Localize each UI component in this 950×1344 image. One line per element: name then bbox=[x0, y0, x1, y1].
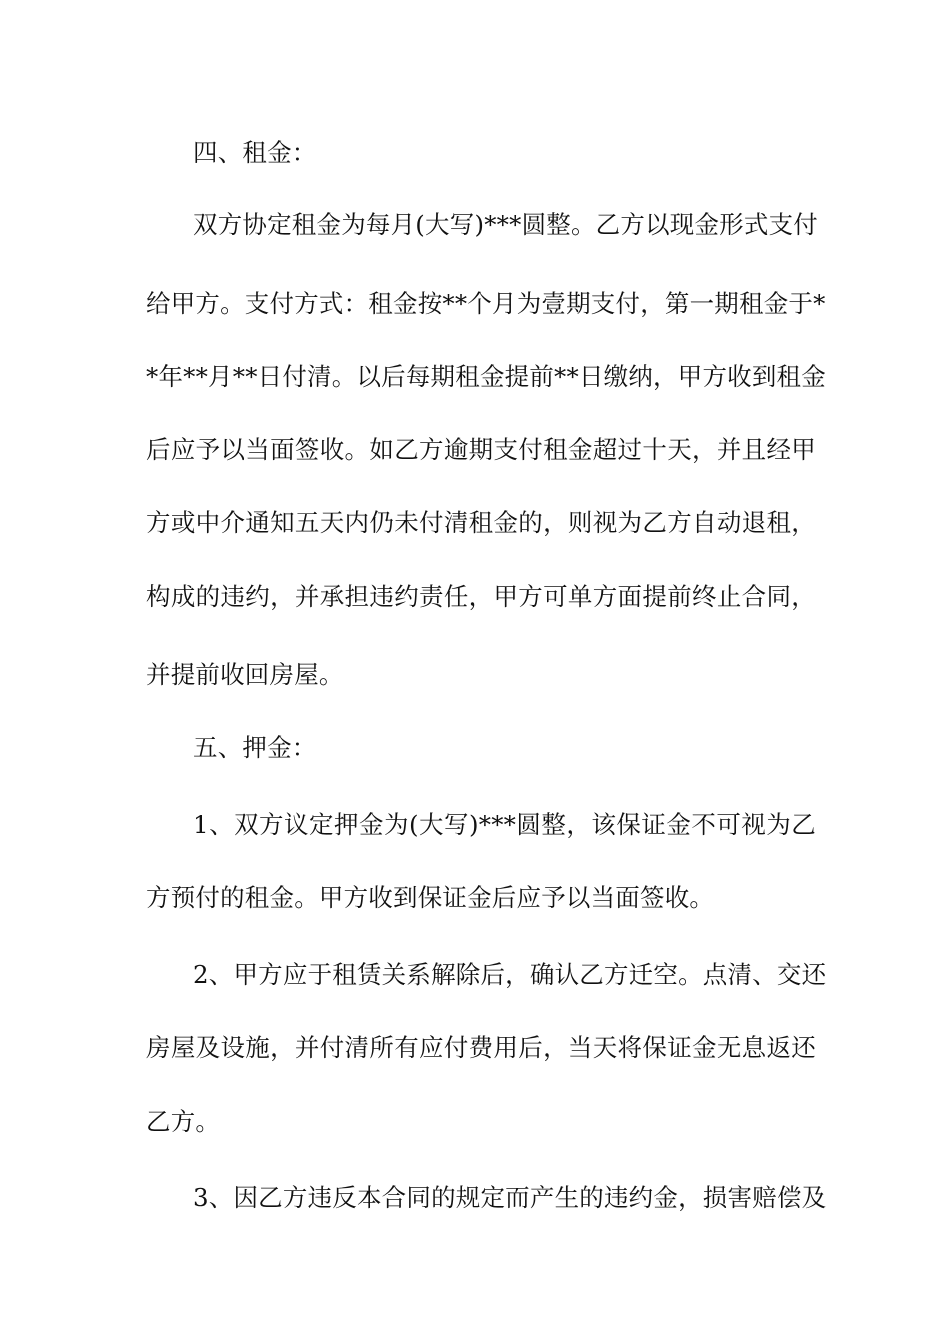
section-heading-rent: 四、租金： bbox=[193, 138, 317, 167]
text-line: 1、双方议定押金为(大写)***圆整，该保证金不可视为乙 bbox=[193, 810, 816, 839]
text-line: 双方协定租金为每月(大写)***圆整。乙方以现金形式支付 bbox=[193, 210, 818, 239]
text-line: 并提前收回房屋。 bbox=[146, 660, 344, 689]
text-line: 2、甲方应于租赁关系解除后，确认乙方迁空。点清、交还 bbox=[193, 960, 827, 989]
text-line: *年**月**日付清。以后每期租金提前**日缴纳，甲方收到租金 bbox=[146, 362, 826, 391]
text-line: 方或中介通知五天内仍未付清租金的，则视为乙方自动退租， bbox=[146, 508, 816, 537]
section-heading-deposit: 五、押金： bbox=[193, 733, 317, 762]
text-line: 房屋及设施，并付清所有应付费用后，当天将保证金无息返还 bbox=[146, 1033, 816, 1062]
text-line: 构成的违约，并承担违约责任，甲方可单方面提前终止合同， bbox=[146, 582, 816, 611]
text-line: 方预付的租金。甲方收到保证金后应予以当面签收。 bbox=[146, 883, 715, 912]
text-line: 3、因乙方违反本合同的规定而产生的违约金，损害赔偿及 bbox=[193, 1183, 827, 1212]
text-line: 后应予以当面签收。如乙方逾期支付租金超过十天，并且经甲 bbox=[146, 435, 816, 464]
text-line: 给甲方。支付方式：租金按**个月为壹期支付，第一期租金于* bbox=[146, 289, 826, 318]
text-line: 乙方。 bbox=[146, 1107, 221, 1136]
